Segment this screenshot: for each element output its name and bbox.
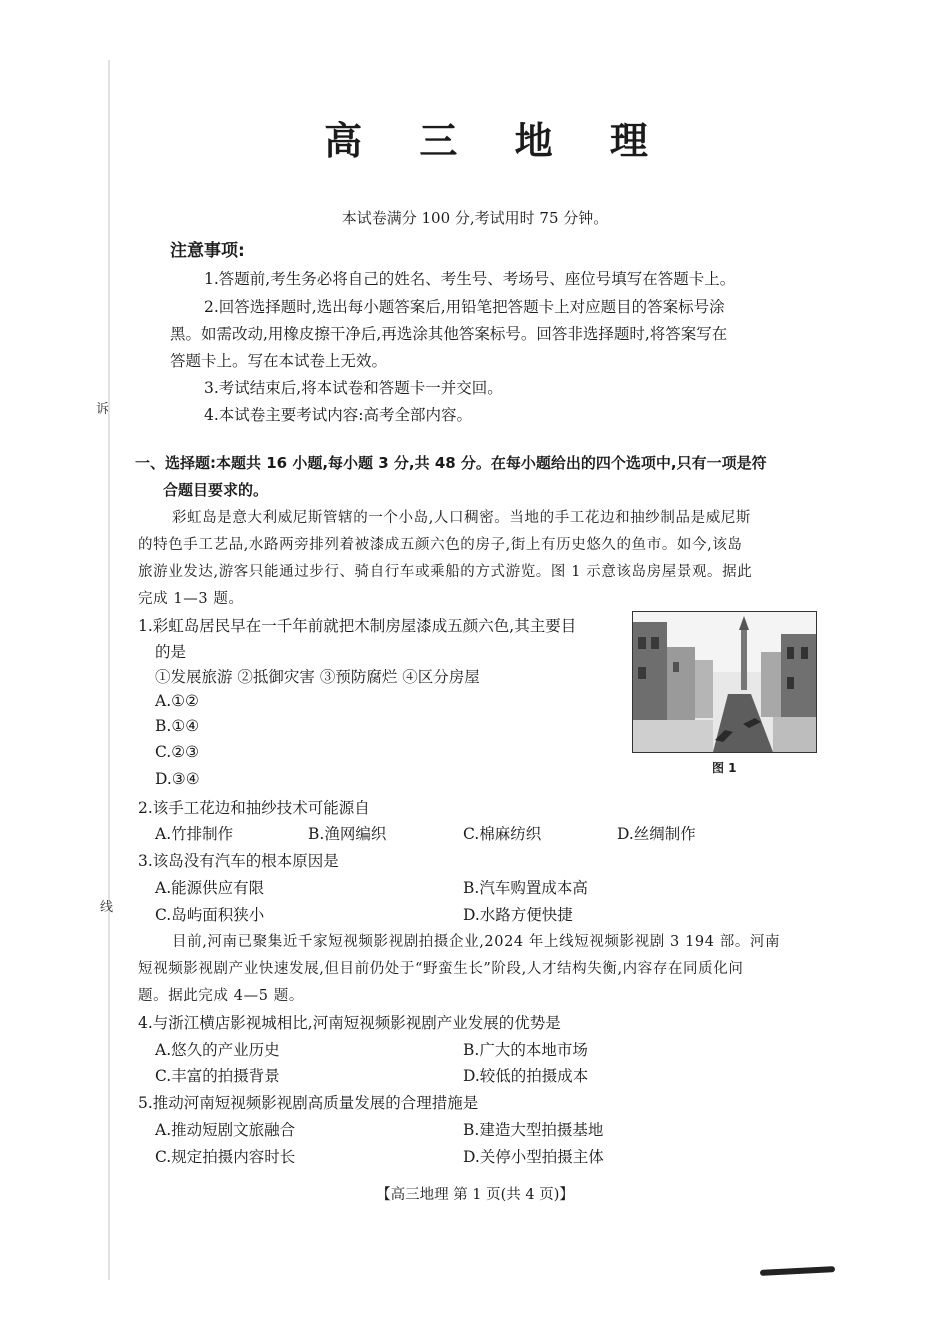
passage-line: 目前,河南已聚集近千家短视频影视剧拍摄企业,2024 年上线短视频影视剧 3 194 部。河南 bbox=[172, 934, 781, 950]
question-stem: 3.该岛没有汽车的根本原因是 bbox=[138, 852, 339, 870]
exam-info: 本试卷满分 100 分,考试用时 75 分钟。 bbox=[341, 209, 609, 227]
passage-line: 旅游业发达,游客只能通过步行、骑自行车或乘船的方式游览。图 1 示意该岛房屋景观。据此 bbox=[138, 564, 753, 580]
option-b[interactable]: B.汽车购置成本高 bbox=[463, 879, 588, 897]
notice-item: 2.回答选择题时,选出每小题答案后,用铅笔把答题卡上对应题目的答案标号涂 bbox=[204, 298, 725, 316]
question-stem: 4.与浙江横店影视城相比,河南短视频影视剧产业发展的优势是 bbox=[138, 1014, 561, 1032]
passage-line: 彩虹岛是意大利威尼斯管辖的一个小岛,人口稠密。当地的手工花边和抽纱制品是威尼斯 bbox=[172, 510, 752, 526]
option-a[interactable]: A.①② bbox=[155, 692, 199, 710]
option-b[interactable]: B.广大的本地市场 bbox=[463, 1041, 588, 1059]
notice-heading: 注意事项: bbox=[170, 241, 245, 261]
option-a[interactable]: A.竹排制作 bbox=[155, 825, 234, 843]
option-a[interactable]: A.能源供应有限 bbox=[155, 879, 265, 897]
option-a[interactable]: A.悠久的产业历史 bbox=[155, 1041, 280, 1059]
passage-line: 完成 1—3 题。 bbox=[138, 591, 244, 607]
option-d[interactable]: D.较低的拍摄成本 bbox=[463, 1067, 589, 1085]
notice-item: 黑。如需改动,用橡皮擦干净后,再选涂其他答案标号。回答非选择题时,将答案写在 bbox=[170, 325, 728, 343]
option-a[interactable]: A.推动短剧文旅融合 bbox=[155, 1121, 296, 1139]
canal-scene-image bbox=[633, 612, 816, 752]
question-stem: 2.该手工花边和抽纱技术可能源自 bbox=[138, 799, 370, 817]
option-c[interactable]: C.棉麻纺织 bbox=[463, 825, 542, 843]
binding-line bbox=[108, 60, 110, 1280]
option-b[interactable]: B.渔网编织 bbox=[308, 825, 387, 843]
notice-item: 3.考试结束后,将本试卷和答题卡一并交回。 bbox=[204, 379, 503, 397]
notice-item: 4.本试卷主要考试内容:高考全部内容。 bbox=[204, 406, 473, 424]
notice-item: 1.答题前,考生务必将自己的姓名、考生号、考场号、座位号填写在答题卡上。 bbox=[204, 270, 736, 288]
option-c[interactable]: C.岛屿面积狭小 bbox=[155, 906, 265, 924]
option-b[interactable]: B.①④ bbox=[155, 717, 200, 735]
notice-item: 答题卡上。写在本试卷上无效。 bbox=[170, 352, 388, 370]
option-d[interactable]: D.水路方便快捷 bbox=[463, 906, 573, 924]
question-stem-cont: 的是 bbox=[155, 643, 187, 661]
page-footer: 【高三地理 第 1 页(共 4 页)】 bbox=[376, 1187, 574, 1203]
option-d[interactable]: D.关停小型拍摄主体 bbox=[463, 1148, 604, 1166]
option-c[interactable]: C.规定拍摄内容时长 bbox=[155, 1148, 296, 1166]
margin-mark: 线 bbox=[100, 900, 114, 915]
figure-caption: 图 1 bbox=[712, 761, 737, 775]
island-houses-photo bbox=[632, 611, 817, 753]
section-heading-cont: 合题目要求的。 bbox=[163, 481, 269, 499]
question-stem: 1.彩虹岛居民早在一千年前就把木制房屋漆成五颜六色,其主要目 bbox=[138, 617, 577, 635]
option-c[interactable]: C.②③ bbox=[155, 743, 200, 761]
question-items: ①发展旅游 ②抵御灾害 ③预防腐烂 ④区分房屋 bbox=[155, 668, 480, 686]
option-d[interactable]: D.丝绸制作 bbox=[617, 825, 696, 843]
passage-line: 题。据此完成 4—5 题。 bbox=[138, 988, 304, 1004]
section-heading: 一、选择题:本题共 16 小题,每小题 3 分,共 48 分。在每小题给出的四个选项中,只有一项是符 bbox=[135, 454, 767, 472]
passage-line: 的特色手工艺品,水路两旁排列着被漆成五颜六色的房子,街上有历史悠久的鱼市。如今,该岛 bbox=[138, 537, 743, 553]
page-title: 高 三 地 理 bbox=[324, 119, 670, 163]
option-d[interactable]: D.③④ bbox=[155, 770, 200, 788]
passage-line: 短视频影视剧产业快速发展,但目前仍处于“野蛮生长”阶段,人才结构失衡,内容存在同质化问 bbox=[138, 961, 744, 977]
option-b[interactable]: B.建造大型拍摄基地 bbox=[463, 1121, 604, 1139]
pen-stroke bbox=[760, 1266, 835, 1276]
option-c[interactable]: C.丰富的拍摄背景 bbox=[155, 1067, 280, 1085]
question-stem: 5.推动河南短视频影视剧高质量发展的合理措施是 bbox=[138, 1094, 479, 1112]
margin-mark: 诉 bbox=[96, 402, 110, 417]
